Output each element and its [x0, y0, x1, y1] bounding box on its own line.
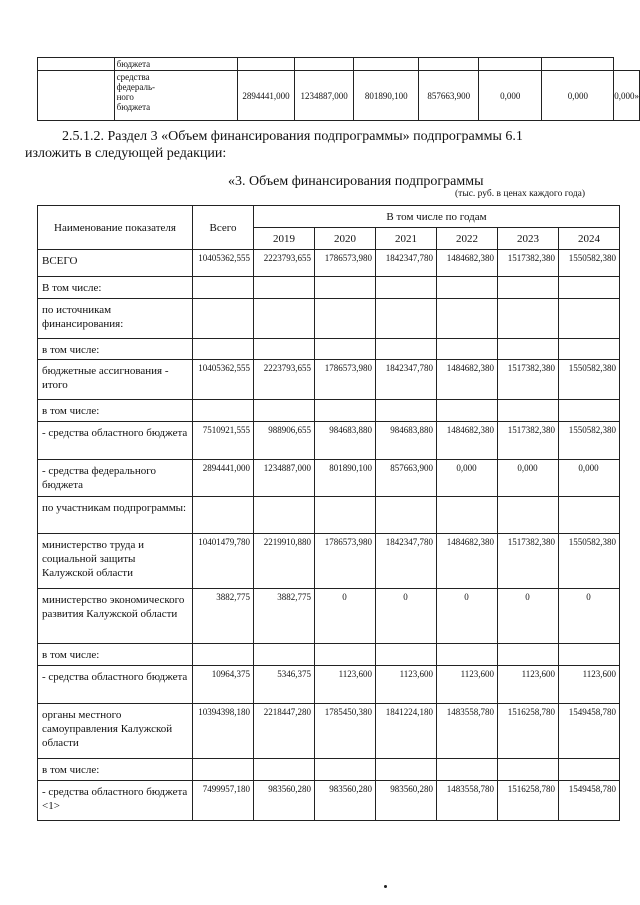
header-year: 2021: [376, 228, 437, 250]
year-value-cell: 1842347,780: [376, 360, 437, 400]
year-value-cell: [254, 400, 315, 422]
units-note: (тыс. руб. в ценах каждого года): [455, 189, 586, 199]
year-value-cell: 0,000: [498, 460, 559, 497]
total-cell: 10401479,780: [193, 534, 254, 589]
year-value-cell: 1516258,780: [498, 704, 559, 759]
empty-cell: [38, 58, 115, 71]
table-row: [38, 704, 620, 759]
year-value-cell: 1786573,980: [315, 360, 376, 400]
section-heading: «3. Объем финансирования подпрограммы: [228, 174, 484, 189]
year-value-cell: 1841224,180: [376, 704, 437, 759]
year-value-cell: [376, 400, 437, 422]
year-value-cell: [315, 299, 376, 339]
table-row: [38, 250, 620, 277]
row-label: в том числе:: [38, 644, 193, 666]
table-row: [38, 589, 620, 644]
year-value-cell: [437, 299, 498, 339]
row-label: - средства областного бюджета: [38, 422, 193, 460]
year-value-cell: [559, 497, 620, 534]
table-row: [38, 666, 620, 704]
year-value-cell: 984683,880: [376, 422, 437, 460]
year-value-cell: 1484682,380: [437, 360, 498, 400]
year-value-cell: 1550582,380: [559, 534, 620, 589]
year-value-cell: 0,000: [559, 460, 620, 497]
year-value-cell: 0: [376, 589, 437, 644]
year-value-cell: [498, 277, 559, 299]
empty-cell: [38, 71, 115, 121]
table-row: [38, 534, 620, 589]
table-row: [38, 339, 620, 360]
year-value-cell: [498, 759, 559, 781]
total-cell: [193, 759, 254, 781]
row-label: в том числе:: [38, 759, 193, 781]
amendment-paragraph: [25, 128, 608, 162]
total-cell: [193, 497, 254, 534]
row-label: - средства федерального бюджета: [38, 460, 193, 497]
header-total: Всего: [193, 206, 254, 250]
year-value-cell: 1123,600: [376, 666, 437, 704]
year-value-cell: 1550582,380: [559, 360, 620, 400]
header-year: 2019: [254, 228, 315, 250]
year-value-cell: [559, 644, 620, 666]
paragraph-line: 2.5.1.2. Раздел 3 «Объем финансирования подпрограммы» подпрограммы 6.1: [62, 129, 523, 144]
year-value-cell: 1516258,780: [498, 781, 559, 821]
value-cell: 801890,100: [354, 71, 419, 121]
year-value-cell: 3882,775: [254, 589, 315, 644]
year-value-cell: [559, 759, 620, 781]
year-value-cell: [559, 400, 620, 422]
year-value-cell: [254, 339, 315, 360]
year-value-cell: [498, 299, 559, 339]
year-value-cell: 801890,100: [315, 460, 376, 497]
year-value-cell: 1123,600: [498, 666, 559, 704]
year-value-cell: 1484682,380: [437, 250, 498, 277]
year-value-cell: 2218447,280: [254, 704, 315, 759]
year-value-cell: 0,000: [437, 460, 498, 497]
total-cell: 7499957,180: [193, 781, 254, 821]
table-row: [38, 277, 620, 299]
year-value-cell: 1483558,780: [437, 704, 498, 759]
year-value-cell: [376, 497, 437, 534]
row-label: органы местного самоуправления Калужской области: [38, 704, 193, 759]
year-value-cell: 1786573,980: [315, 534, 376, 589]
year-value-cell: 1123,600: [315, 666, 376, 704]
total-cell: 7510921,555: [193, 422, 254, 460]
year-value-cell: 857663,900: [376, 460, 437, 497]
year-value-cell: [254, 644, 315, 666]
year-value-cell: 984683,880: [315, 422, 376, 460]
year-value-cell: [376, 644, 437, 666]
year-value-cell: 1786573,980: [315, 250, 376, 277]
year-value-cell: 1550582,380: [559, 250, 620, 277]
year-value-cell: [437, 339, 498, 360]
year-value-cell: [254, 497, 315, 534]
row-label: министерство труда и социальной защиты Калужской области: [38, 534, 193, 589]
year-value-cell: 1549458,780: [559, 781, 620, 821]
row-label: средства федераль- ного бюджета: [114, 71, 237, 121]
year-value-cell: 1550582,380: [559, 422, 620, 460]
year-value-cell: [315, 497, 376, 534]
value-cell: 0,000: [542, 71, 614, 121]
year-value-cell: 2223793,655: [254, 250, 315, 277]
row-label: по источникам финансирования:: [38, 299, 193, 339]
year-value-cell: 1842347,780: [376, 250, 437, 277]
row-label: в том числе:: [38, 339, 193, 360]
total-cell: 10394398,180: [193, 704, 254, 759]
total-cell: 10405362,555: [193, 360, 254, 400]
total-cell: [193, 644, 254, 666]
year-value-cell: [376, 339, 437, 360]
value-cell: 0,000»: [614, 71, 640, 121]
value-cell: 2894441,000: [237, 71, 294, 121]
previous-table-fragment: [37, 57, 640, 121]
year-value-cell: [559, 277, 620, 299]
row-label: - средства областного бюджета <1>: [38, 781, 193, 821]
table-row: [38, 759, 620, 781]
table-row: [38, 781, 620, 821]
total-cell: 10405362,555: [193, 250, 254, 277]
year-value-cell: 2219910,880: [254, 534, 315, 589]
total-cell: [193, 339, 254, 360]
total-cell: 2894441,000: [193, 460, 254, 497]
row-label: бюджетные ассигнования - итого: [38, 360, 193, 400]
header-indicator: Наименование показателя: [38, 206, 193, 250]
year-value-cell: [437, 759, 498, 781]
year-value-cell: 1484682,380: [437, 534, 498, 589]
year-value-cell: [315, 644, 376, 666]
total-cell: 10964,375: [193, 666, 254, 704]
row-label: бюджета: [114, 58, 237, 71]
financing-table: [37, 205, 620, 821]
year-value-cell: [498, 497, 559, 534]
year-value-cell: 0: [437, 589, 498, 644]
header-year: 2020: [315, 228, 376, 250]
year-value-cell: [376, 759, 437, 781]
year-value-cell: 1549458,780: [559, 704, 620, 759]
value-cell: 1234887,000: [295, 71, 354, 121]
year-value-cell: 1842347,780: [376, 534, 437, 589]
table-row: [38, 460, 620, 497]
header-year: 2022: [437, 228, 498, 250]
total-cell: [193, 400, 254, 422]
year-value-cell: [437, 277, 498, 299]
value-cell: 0,000: [479, 71, 542, 121]
year-value-cell: [315, 339, 376, 360]
year-value-cell: 1234887,000: [254, 460, 315, 497]
year-value-cell: [437, 497, 498, 534]
row-label: в том числе:: [38, 400, 193, 422]
value-cell: 857663,900: [419, 71, 479, 121]
total-cell: [193, 299, 254, 339]
year-value-cell: 5346,375: [254, 666, 315, 704]
year-value-cell: 1484682,380: [437, 422, 498, 460]
year-value-cell: 1517382,380: [498, 250, 559, 277]
year-value-cell: [498, 644, 559, 666]
year-value-cell: [437, 644, 498, 666]
header-year: 2023: [498, 228, 559, 250]
header-year: 2024: [559, 228, 620, 250]
row-label: по участникам подпрограммы:: [38, 497, 193, 534]
year-value-cell: [376, 299, 437, 339]
page-mark: [384, 885, 387, 888]
row-label: министерство экономического развития Калужской области: [38, 589, 193, 644]
row-label: В том числе:: [38, 277, 193, 299]
row-label: ВСЕГО: [38, 250, 193, 277]
year-value-cell: 983560,280: [376, 781, 437, 821]
year-value-cell: [376, 277, 437, 299]
year-value-cell: 1123,600: [437, 666, 498, 704]
year-value-cell: [559, 299, 620, 339]
year-value-cell: [498, 339, 559, 360]
year-value-cell: 983560,280: [254, 781, 315, 821]
year-value-cell: [498, 400, 559, 422]
year-value-cell: 0: [559, 589, 620, 644]
year-value-cell: [315, 759, 376, 781]
year-value-cell: 983560,280: [315, 781, 376, 821]
year-value-cell: [254, 759, 315, 781]
total-cell: 3882,775: [193, 589, 254, 644]
row-label: - средства областного бюджета: [38, 666, 193, 704]
year-value-cell: [437, 400, 498, 422]
paragraph-line: изложить в следующей редакции:: [25, 146, 227, 161]
year-value-cell: 988906,655: [254, 422, 315, 460]
year-value-cell: 1517382,380: [498, 422, 559, 460]
table-row: [38, 299, 620, 339]
year-value-cell: 2223793,655: [254, 360, 315, 400]
year-value-cell: 1483558,780: [437, 781, 498, 821]
header-by-years: В том числе по годам: [254, 206, 620, 228]
year-value-cell: 1123,600: [559, 666, 620, 704]
year-value-cell: 1517382,380: [498, 360, 559, 400]
year-value-cell: [559, 339, 620, 360]
table-row: [38, 400, 620, 422]
year-value-cell: [254, 277, 315, 299]
total-cell: [193, 277, 254, 299]
table-row: [38, 360, 620, 400]
year-value-cell: 1785450,380: [315, 704, 376, 759]
table-row: [38, 644, 620, 666]
year-value-cell: [315, 277, 376, 299]
year-value-cell: [254, 299, 315, 339]
table-row: [38, 497, 620, 534]
year-value-cell: 0: [498, 589, 559, 644]
year-value-cell: [315, 400, 376, 422]
year-value-cell: 1517382,380: [498, 534, 559, 589]
table-row: [38, 422, 620, 460]
year-value-cell: 0: [315, 589, 376, 644]
